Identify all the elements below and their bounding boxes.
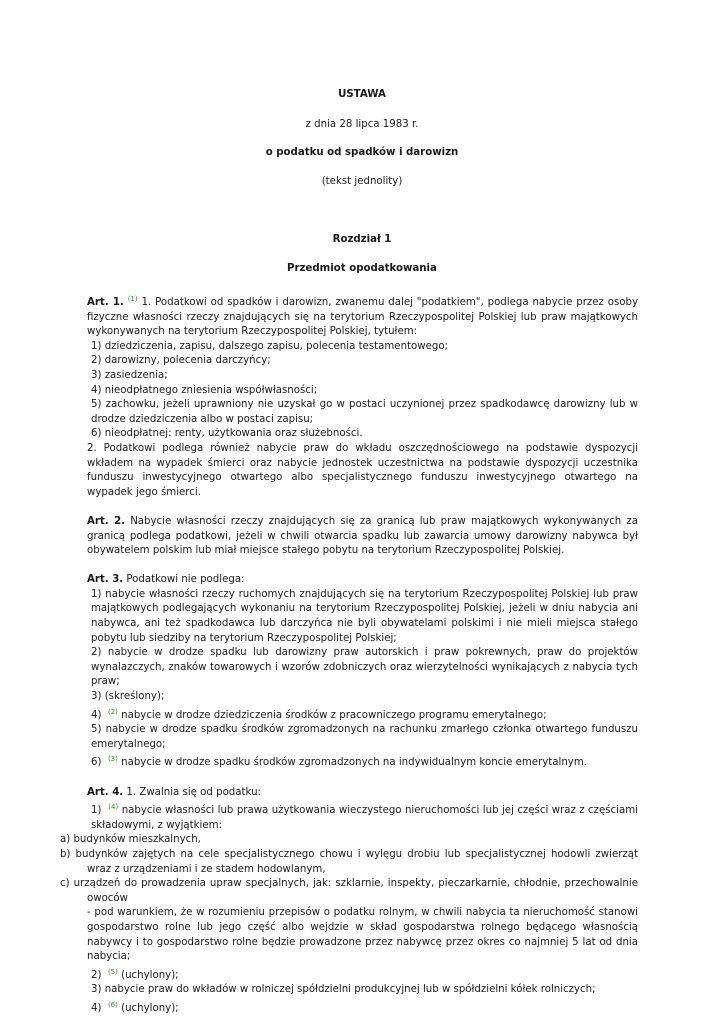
document-body bbox=[60, 292, 638, 1017]
art3-item-1: 1) nabycie własności rzeczy ruchomych znajdujących się na terytorium Rzeczypospolitej Polskiej lub praw majątkowych podlegających wykonaniu na terytorium Rzeczypospolitej Polskiej, jeżeli w dniu nabycia ani nabywca, ani też spadkodawca lub darczyńca nie byli obywatelami polskimi i nie mieli miejsca stałego pobytu lub siedziby na terytorium Rzeczypospolitej Polskiej; bbox=[91, 588, 638, 644]
art1-intro bbox=[87, 292, 638, 340]
act-version: (tekst jednolity) bbox=[321, 176, 403, 187]
art3-item-4-text: nabycie w drodze dziedziczenia środków z pracowniczego programu emerytalnego; bbox=[121, 709, 547, 721]
art3-item-6-footnote-ref[interactable]: (3) bbox=[107, 755, 118, 764]
art4-intro-text: 1. Zwalnia się od podatku: bbox=[126, 786, 261, 798]
art3-item-4-footnote-ref[interactable]: (2) bbox=[107, 707, 118, 716]
art4-item-4-number: 4) bbox=[91, 1002, 102, 1014]
art4-item-1-footnote-ref[interactable]: (4) bbox=[108, 803, 119, 812]
art1-item-4: 4) nieodpłatnego zniesienia współwłasności; bbox=[91, 384, 318, 396]
art4-item-2-number: 2) bbox=[91, 969, 102, 981]
art4-item-2-text: (uchylony); bbox=[121, 969, 179, 981]
art1-item-2: 2) darowizny, polecenia darczyńcy; bbox=[91, 355, 271, 367]
art3-item-4-number: 4) bbox=[91, 709, 102, 721]
art3-intro-text: Podatkowi nie podlega: bbox=[126, 574, 245, 586]
art4-item-2-footnote-ref[interactable]: (5) bbox=[107, 967, 118, 976]
art4-sub-a: a) budynków mieszkalnych, bbox=[60, 834, 201, 846]
art4-intro bbox=[87, 786, 638, 801]
art2-text: Nabycie własności rzeczy znajdujących się za granicą lub praw majątkowych wykonywanych za granicą podlega podatkowi, jeżeli w chwili otwarcia spadku lub zawarcia umowy darowizny nabywca był obywatelem polskim lub miał miejsce stałego pobytu na terytorium Rzeczypospolitej Polskiej. bbox=[87, 515, 638, 557]
art1-paragraph-2: 2. Podatkowi podlega również nabycie praw do wkładu oszczędnościowego na podstawie dyspozycji wkładem na wypadek śmierci oraz nabycie jednostek uczestnictwa na podstawie dyspozycji uczestnika funduszu inwestycyjnego otwartego albo specjalistycznego funduszu inwestycyjnego otwartego na wypadek jego śmierci. bbox=[87, 442, 638, 498]
act-heading: USTAWA bbox=[338, 89, 386, 100]
art2-paragraph bbox=[87, 515, 638, 559]
art2-label: Art. 2. bbox=[87, 515, 126, 527]
art3-item-6 bbox=[87, 752, 638, 771]
art3-item-5: 5) nabycie w drodze spadku środków zgromadzonych na rachunku zmarłego członka otwartego funduszu emerytalnego; bbox=[91, 724, 638, 750]
art4-item-3: 3) nabycie praw do wkładów w rolniczej spółdzielni produkcyjnej lub w spółdzielni kółek rolniczych; bbox=[91, 984, 596, 996]
art4-item-4-text: (uchylony); bbox=[121, 1002, 179, 1014]
art4-sub-c: c) urządzeń do prowadzenia upraw specjalnych, jak: szklarnie, inspekty, pieczarkarnie, chłodnie, przechowalnie owoców bbox=[60, 878, 638, 904]
art4-item-1-text: nabycie własności lub prawa użytkowania wieczystego nieruchomości lub jej części wraz z częściami składowymi, z wyjątkiem: bbox=[91, 805, 638, 831]
art4-label: Art. 4. bbox=[87, 786, 124, 798]
art1-item-6: 6) nieodpłatnej: renty, użytkowania oraz służebności. bbox=[91, 428, 363, 440]
art4-condition: - pod warunkiem, że w rozumieniu przepisów o podatku rolnym, w chwili nabycia ta nieruchomość stanowi gospodarstwo rolne lub jego część albo wejdzie w skład gospodarstwa rolnego będącego własnością nabywcy i to gospodarstwo rolne będzie prowadzone przez nabywcę przez okres co najmniej 5 lat od dnia nabycia; bbox=[87, 907, 638, 963]
art3-item-6-text: nabycie w drodze spadku środków zgromadzonych na indywidualnym koncie emerytalnym. bbox=[121, 757, 587, 769]
art4-item-4 bbox=[87, 998, 638, 1017]
act-date: z dnia 28 lipca 1983 r. bbox=[305, 119, 419, 130]
art4-item-4-footnote-ref[interactable]: (6) bbox=[107, 1000, 118, 1009]
chapter-title: Przedmiot opodatkowania bbox=[287, 263, 437, 274]
art3-item-6-number: 6) bbox=[91, 757, 102, 769]
art4-item-2 bbox=[87, 965, 638, 984]
art1-item-3: 3) zasiedzenia; bbox=[91, 369, 168, 381]
art1-label: Art. 1. bbox=[87, 297, 124, 308]
art3-item-4 bbox=[87, 705, 638, 724]
art4-item-1-number: 1) bbox=[91, 805, 102, 817]
art3-intro bbox=[87, 573, 638, 588]
art1-item-5: 5) zachowku, jeżeli uprawniony nie uzyskał go w postaci uczynionej przez spadkodawcę darowizny lub w drodze dziedziczenia albo w postaci zapisu; bbox=[91, 399, 638, 425]
art1-intro-text: 1. Podatkowi od spadków i darowizn, zwanemu dalej "podatkiem", podlega nabycie przez osoby fizyczne własności rzeczy znajdujących się na terytorium Rzeczypospolitej Polskiej lub praw majątkowych wykonywanych na terytorium Rzeczypospolitej Polskiej, tytułem: bbox=[87, 297, 638, 338]
art1-item-1: 1) dziedziczenia, zapisu, dalszego zapisu, polecenia testamentowego; bbox=[91, 340, 448, 352]
art4-sub-b: b) budynków zajętych na cele specjalistycznego chowu i wylęgu drobiu lub specjalistycznej hodowli zwierząt wraz z urządzeniami i ze stadem hodowlanym, bbox=[60, 848, 638, 875]
chapter-heading: Rozdział 1 bbox=[332, 234, 392, 245]
art3-item-3: 3) (skreślony); bbox=[91, 691, 165, 703]
art3-label: Art. 3. bbox=[87, 574, 124, 586]
art1-footnote-ref[interactable]: (1) bbox=[127, 295, 138, 303]
art4-item-1 bbox=[87, 800, 638, 833]
art3-item-2: 2) nabycie w drodze spadku lub darowizny praw autorskich i praw pokrewnych, praw do projektów wynalazczych, znaków towarowych i wzorów zdobniczych oraz wierzytelności wynikających z nabycia tych praw; bbox=[91, 647, 638, 688]
act-subject: o podatku od spadków i darowizn bbox=[265, 147, 459, 158]
